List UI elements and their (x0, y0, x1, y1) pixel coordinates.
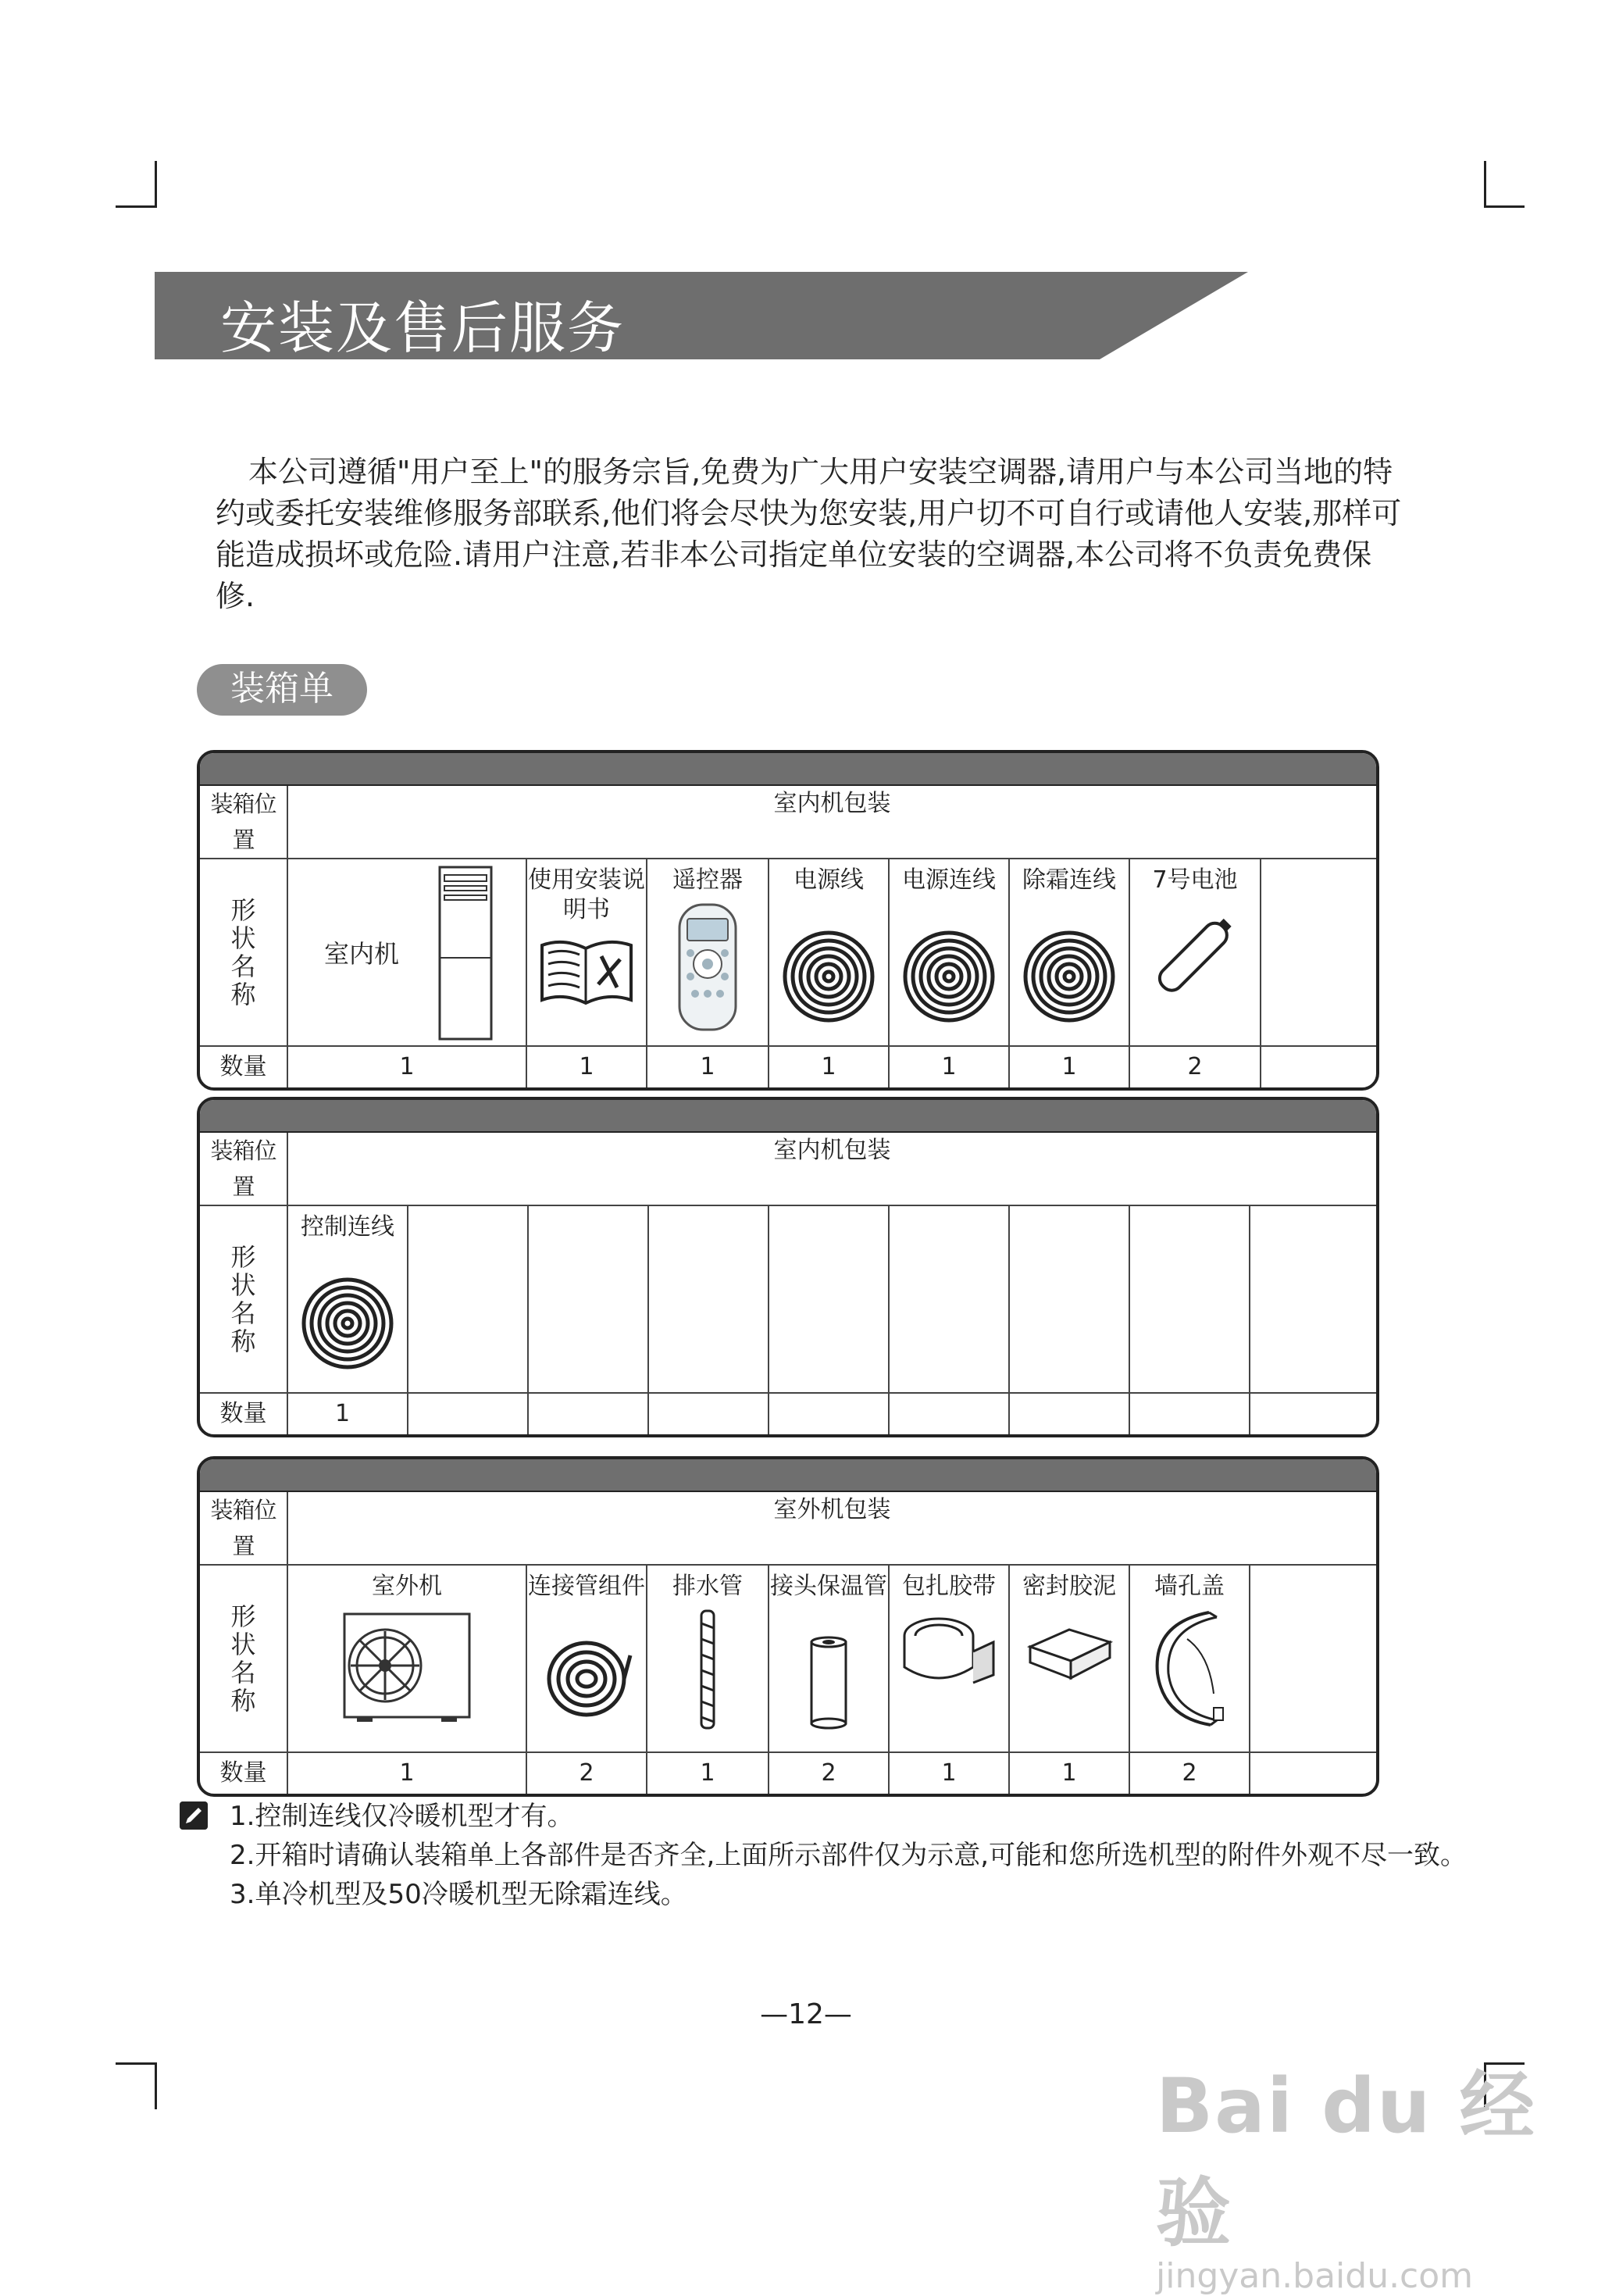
packing-table-1 (197, 750, 1379, 1091)
insulation-tube-icon (805, 1636, 852, 1730)
item-empty (1261, 859, 1376, 1046)
note-line: 2.开箱时请确认装箱单上各部件是否齐全,上面所示部件仅为示意,可能和您所选机型的附件外观不尽一致。 (230, 1840, 1468, 1871)
location-label: 装箱位置 (200, 1133, 287, 1205)
item-battery: 7号电池 (1129, 859, 1261, 1046)
sealant-block-icon (1022, 1608, 1116, 1686)
location-value: 室外机包装 (287, 1492, 1376, 1565)
quantity-value: 1 (647, 1752, 769, 1794)
table-header-bar (200, 1459, 1376, 1492)
quantity-value (769, 1393, 889, 1434)
quantity-value: 2 (1129, 1046, 1261, 1087)
item-outdoor-unit: 室外机 (287, 1565, 526, 1752)
section-banner (155, 272, 1248, 359)
quantity-label: 数量 (200, 1046, 287, 1087)
item-empty (889, 1205, 1009, 1393)
quantity-value: 1 (287, 1752, 526, 1794)
quantity-value: 1 (1009, 1752, 1129, 1794)
pencil-note-icon (180, 1801, 208, 1830)
quantity-value (889, 1393, 1009, 1434)
location-value: 室内机包装 (287, 1133, 1376, 1205)
crop-mark-bottom-left (116, 2062, 156, 2065)
quantity-value: 1 (889, 1752, 1009, 1794)
tape-roll-icon (898, 1608, 1000, 1694)
drain-pipe-icon (692, 1608, 723, 1733)
crop-mark-top-right (1484, 205, 1525, 208)
item-manual: 使用安装说明书 (526, 859, 647, 1046)
quantity-value: 1 (287, 1393, 408, 1434)
location-label: 装箱位置 (200, 1492, 287, 1565)
quantity-label: 数量 (200, 1752, 287, 1794)
item-defrost-wire: 除霜连线 (1009, 859, 1129, 1046)
watermark (1156, 2047, 1612, 2296)
quantity-value: 1 (1009, 1046, 1129, 1087)
quantity-value (1009, 1393, 1129, 1434)
section-title: 安装及售后服务 (220, 295, 626, 361)
item-empty (528, 1205, 648, 1393)
item-connecting-pipe: 连接管组件 (526, 1565, 647, 1752)
manual-book-icon (536, 930, 637, 1008)
packing-table-2 (197, 1097, 1379, 1437)
quantity-value (1250, 1393, 1376, 1434)
quantity-value (528, 1393, 648, 1434)
note-line: 1.控制连线仅冷暖机型才有。 (230, 1801, 574, 1832)
quantity-value: 1 (769, 1046, 889, 1087)
item-power-cord: 电源线 (769, 859, 889, 1046)
coil-icon (297, 1277, 398, 1370)
shape-name-label: 形状名称 (200, 1205, 287, 1393)
remote-control-icon (676, 902, 739, 1034)
item-indoor-unit: 室内机 (287, 859, 526, 1046)
coil-icon (778, 930, 879, 1023)
quantity-value: 1 (647, 1046, 769, 1087)
shape-name-label: 形状名称 (200, 1565, 287, 1752)
item-wrapping-tape: 包扎胶带 (889, 1565, 1009, 1752)
location-label: 装箱位置 (200, 786, 287, 859)
note-line: 3.单冷机型及50冷暖机型无除霜连线。 (230, 1879, 687, 1910)
item-power-connect-wire: 电源连线 (889, 859, 1009, 1046)
quantity-value: 2 (526, 1752, 647, 1794)
table-header-bar (200, 753, 1376, 786)
location-value: 室内机包装 (287, 786, 1376, 859)
item-sealant: 密封胶泥 (1009, 1565, 1129, 1752)
quantity-label: 数量 (200, 1393, 287, 1434)
watermark-url: jingyan.baidu.com (1156, 2256, 1474, 2296)
packing-table-3 (197, 1456, 1379, 1797)
watermark-brand: Bai du 经验 (1156, 2062, 1536, 2257)
quantity-value (648, 1393, 769, 1434)
packing-list-title: 装箱单 (197, 664, 367, 716)
indoor-unit-icon (437, 864, 499, 1044)
item-control-wire: 控制连线 (287, 1205, 408, 1393)
crop-mark-top-right (1484, 161, 1486, 208)
shape-name-label: 形状名称 (200, 859, 287, 1046)
item-empty (1009, 1205, 1129, 1393)
quantity-value (1129, 1393, 1250, 1434)
quantity-value: 2 (1129, 1752, 1250, 1794)
quantity-value: 1 (526, 1046, 647, 1087)
quantity-value: 1 (287, 1046, 526, 1087)
outdoor-unit-icon (337, 1608, 477, 1725)
quantity-value (408, 1393, 528, 1434)
quantity-value: 1 (889, 1046, 1009, 1087)
item-empty (769, 1205, 889, 1393)
coil-icon (898, 930, 1000, 1023)
table-header-bar (200, 1100, 1376, 1133)
crop-mark-top-left (155, 161, 157, 208)
pipe-coil-icon (540, 1636, 633, 1722)
crop-mark-top-left (116, 205, 156, 208)
item-empty (408, 1205, 528, 1393)
intro-paragraph: 本公司遵循"用户至上"的服务宗旨,免费为广大用户安装空调器,请用户与本公司当地的特约或委托安装维修服务部联系,他们将会尽快为您安装,用户切不可自行或请他人安装,那样可能造成损坏或危险.请用户注意,若非本公司指定单位安装的空调器,本公司将不负责免费保修. (216, 455, 1402, 613)
item-empty (1129, 1205, 1250, 1393)
quantity-value (1250, 1752, 1376, 1794)
item-drain-pipe: 排水管 (647, 1565, 769, 1752)
battery-icon (1140, 902, 1250, 1003)
crop-mark-bottom-left (155, 2062, 157, 2109)
page-number: —12— (760, 1998, 852, 2030)
item-remote: 遥控器 (647, 859, 769, 1046)
item-insulation-tube: 接头保温管 (769, 1565, 889, 1752)
item-empty (1250, 1205, 1376, 1393)
item-wall-hole-cover: 墙孔盖 (1129, 1565, 1250, 1752)
coil-icon (1018, 930, 1120, 1023)
quantity-value (1261, 1046, 1376, 1087)
item-empty (1250, 1565, 1376, 1752)
item-empty (648, 1205, 769, 1393)
quantity-value: 2 (769, 1752, 889, 1794)
wall-hole-cover-icon (1147, 1608, 1232, 1733)
